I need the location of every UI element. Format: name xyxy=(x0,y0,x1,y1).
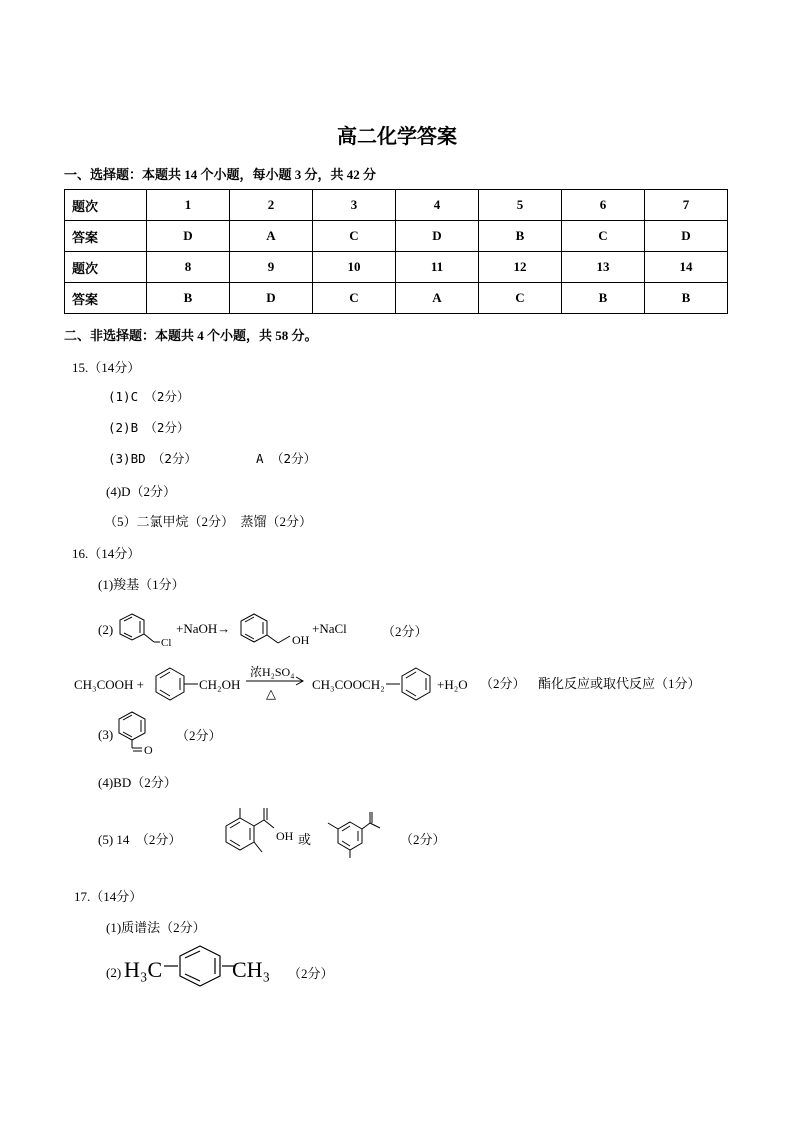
q17-header: 17.（14分） xyxy=(74,889,143,904)
q16-answer-4: (4)BD（2分） xyxy=(98,775,177,790)
table-cell: D xyxy=(645,221,728,252)
chlorine-label: Cl xyxy=(161,637,172,649)
hydroxyl-label: OH xyxy=(292,633,310,647)
reaction-arrow-icon xyxy=(246,676,306,686)
table-cell: 7 xyxy=(645,190,728,221)
table-row-label: 答案 xyxy=(65,221,147,252)
table-cell: 8 xyxy=(147,252,230,283)
methyl-left-label: H₃C xyxy=(124,957,163,982)
section-1-heading: 一、选择题：本题共 14 个小题，每小题 3 分，共 42 分 xyxy=(64,167,377,182)
q17-answer-2-score: （2分） xyxy=(288,966,334,981)
acetic-acid-text: CH₃COOH + xyxy=(74,677,145,692)
q15-answer-3a: (3)BD （2分） xyxy=(108,451,197,466)
table-cell: B xyxy=(479,221,562,252)
table-row-label: 题次 xyxy=(65,252,147,283)
section-2-heading: 二、非选择题：本题共 4 个小题，共 58 分。 xyxy=(64,328,318,343)
reaction-condition-label: 浓H₂SO₄ xyxy=(250,665,295,679)
answer-table xyxy=(64,189,728,314)
table-row xyxy=(65,252,728,283)
water-text: +H₂O xyxy=(437,677,468,692)
heat-symbol: △ xyxy=(266,686,276,701)
benzyl-alcohol-structure xyxy=(236,606,316,650)
table-cell: 13 xyxy=(562,252,645,283)
table-cell: 5 xyxy=(479,190,562,221)
ester-product-text: CH₃COOCH₂ xyxy=(312,677,385,692)
table-cell: 11 xyxy=(396,252,479,283)
q15-answer-2: (2)B （2分） xyxy=(108,420,190,435)
table-row-label: 题次 xyxy=(65,190,147,221)
table-cell: 12 xyxy=(479,252,562,283)
q15-answer-3b: A （2分） xyxy=(256,451,317,466)
hydroxyl-label: OH xyxy=(276,829,294,843)
ch2oh-text: CH₂OH xyxy=(199,677,241,692)
q16-answer-5-score: （2分） xyxy=(400,832,446,847)
table-cell: C xyxy=(562,221,645,252)
equation-score: （2分） xyxy=(480,676,526,691)
oxygen-label: O xyxy=(144,743,153,756)
table-cell: D xyxy=(147,221,230,252)
table-cell: B xyxy=(562,283,645,314)
q17-answer-2-number: (2) xyxy=(106,965,122,980)
table-cell: B xyxy=(645,283,728,314)
q16-answer-3-number: (3) xyxy=(98,727,114,742)
table-row xyxy=(65,221,728,252)
dimethylbenzoic-acid-ortho-structure xyxy=(212,804,312,868)
table-cell: C xyxy=(313,283,396,314)
benzene-ring-product xyxy=(386,666,436,702)
benzene-ring-reactant xyxy=(154,666,200,702)
q15-answer-1: (1)C （2分） xyxy=(108,389,190,404)
q16-answer-3-score: （2分） xyxy=(176,728,222,743)
q15-answer-5: （5）二氯甲烷（2分） 蒸馏（2分） xyxy=(104,514,313,529)
q17-answer-1: (1)质谱法（2分） xyxy=(106,920,206,935)
q16-naoh-text: +NaOH→ xyxy=(176,621,231,636)
q16-answer-1: (1)羧基（1分） xyxy=(98,577,185,592)
table-cell: C xyxy=(479,283,562,314)
q16-nacl-text: +NaCl xyxy=(312,621,347,636)
dimethylbenzoic-acid-meta-structure xyxy=(314,804,398,866)
benzaldehyde-structure xyxy=(114,708,174,756)
table-cell: A xyxy=(396,283,479,314)
reaction-type-answer: 酯化反应或取代反应（1分） xyxy=(538,676,701,691)
table-row-label: 答案 xyxy=(65,283,147,314)
table-row xyxy=(65,190,728,221)
q16-answer-2-number: (2) xyxy=(98,622,114,637)
table-cell: 14 xyxy=(645,252,728,283)
benzyl-chloride-structure xyxy=(116,606,180,650)
q16-answer-2-score: （2分） xyxy=(382,624,428,639)
table-cell: D xyxy=(396,221,479,252)
table-cell: 2 xyxy=(230,190,313,221)
table-cell: 9 xyxy=(230,252,313,283)
q16-header: 16.（14分） xyxy=(72,546,141,561)
table-cell: 10 xyxy=(313,252,396,283)
table-cell: A xyxy=(230,221,313,252)
q16-answer-5: (5) 14 （2分） xyxy=(98,832,182,847)
table-row xyxy=(65,283,728,314)
table-cell: C xyxy=(313,221,396,252)
table-cell: 4 xyxy=(396,190,479,221)
table-cell: B xyxy=(147,283,230,314)
or-text: 或 xyxy=(298,832,312,847)
methyl-right-label: CH₃ xyxy=(232,957,271,982)
table-cell: 6 xyxy=(562,190,645,221)
table-cell: 3 xyxy=(313,190,396,221)
table-cell: D xyxy=(230,283,313,314)
table-cell: 1 xyxy=(147,190,230,221)
q15-answer-4: (4)D（2分） xyxy=(106,484,177,499)
q15-header: 15.（14分） xyxy=(72,360,141,375)
page-title: 高二化学答案 xyxy=(337,126,457,148)
